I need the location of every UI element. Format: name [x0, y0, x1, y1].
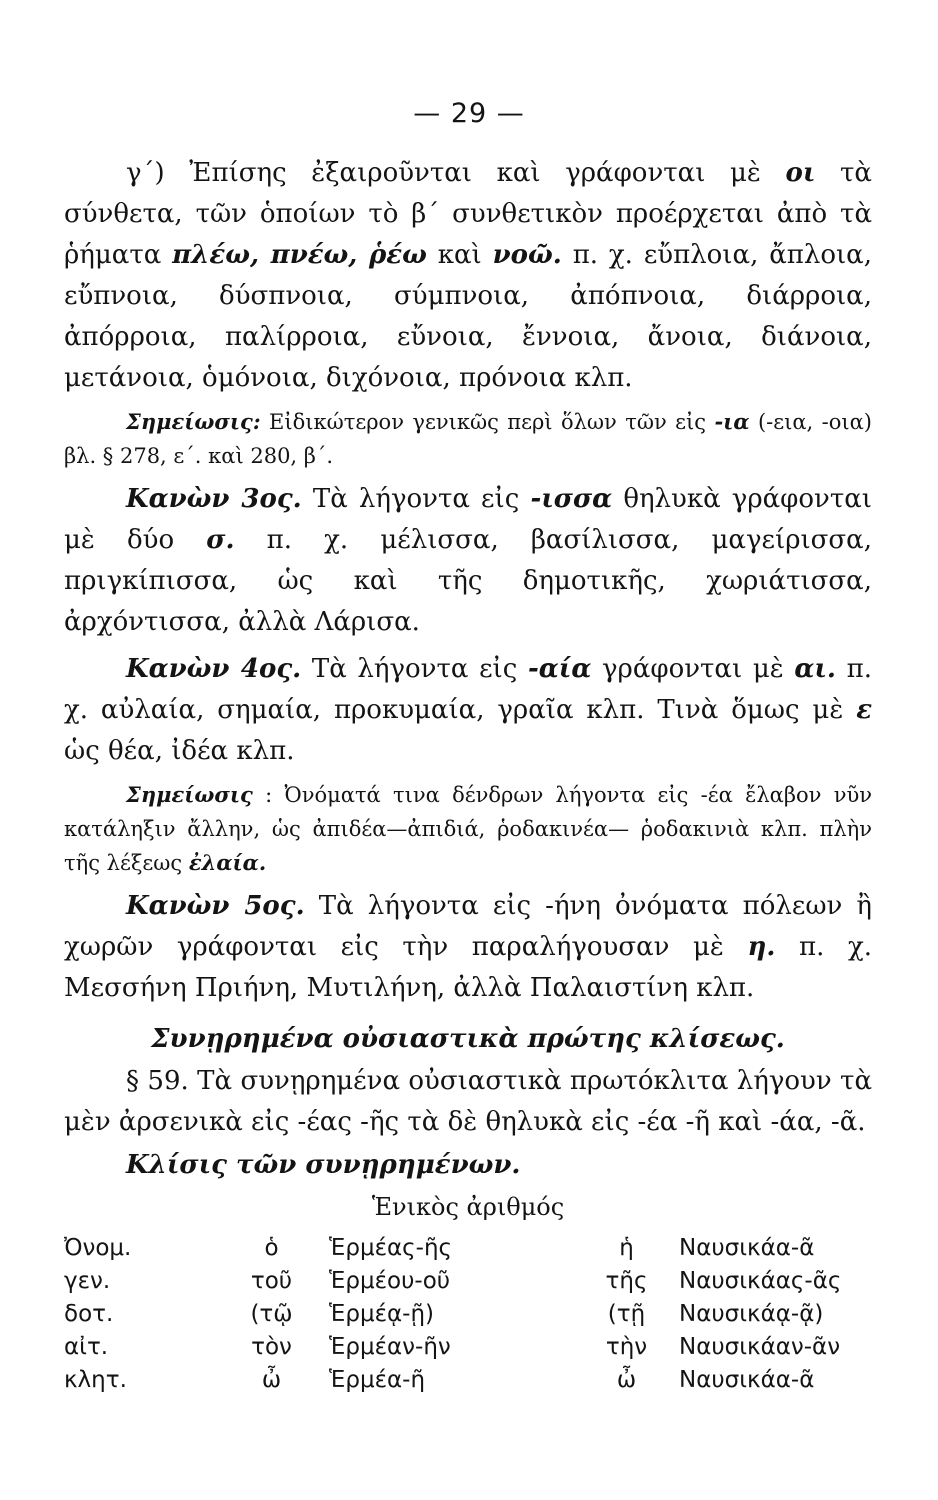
masculine-form: Ἑρμέου-οῦ: [329, 1267, 451, 1294]
text-run: π. χ. Μεσσήνη Πριήνη, Μυτιλήνη, ἀλλὰ Παλαιστίνη κλπ.: [64, 932, 873, 1003]
feminine-form: Ναυσικάα-ᾶ: [679, 1366, 815, 1393]
case-label: Ὀνομ.: [64, 1234, 132, 1261]
masculine-form: Ἑρμέαν-ῆν: [329, 1333, 451, 1360]
emphasis-run: η.: [747, 932, 776, 962]
text-run: § 59. Τὰ συνῃρημένα οὐσιαστικὰ πρωτόκλιτα λήγουν τὰ μὲν ἀρσενικὰ εἰς -έας -ῆς τὰ δὲ θηλυκὰ εἰς -έα -ῆ καὶ -άα, -ᾶ.: [64, 1066, 872, 1137]
article-feminine: ὦ: [616, 1366, 637, 1393]
rule-4: [64, 649, 872, 772]
heading-declension: Κλίσις τῶν συνῃρημένων.: [126, 1150, 521, 1180]
case-label: γεν.: [64, 1267, 111, 1294]
subheading-singular: Ἑνικὸς ἀριθμός: [371, 1193, 565, 1221]
text-run: καὶ: [426, 240, 493, 270]
emphasis-run: νοῶ.: [492, 240, 562, 270]
page-number: — 29 —: [413, 98, 525, 129]
emphasis-run: σ.: [206, 525, 235, 555]
emphasis-run: Σημείωσις: [126, 782, 253, 807]
rule-3: [64, 479, 872, 643]
feminine-form: Ναυσικάᾳ-ᾷ): [679, 1300, 824, 1327]
feminine-form: Ναυσικάας-ᾶς: [679, 1267, 842, 1294]
table-row: [64, 1363, 874, 1396]
article-masculine: τὸν: [251, 1333, 292, 1360]
text-run: π. χ. αὐλαία, σημαία, προκυμαία, γραῖα κλπ. Τινὰ ὅμως μὲ: [64, 654, 872, 725]
article-masculine: ὦ: [261, 1366, 282, 1393]
emphasis-run: Κανὼν 5ος.: [126, 891, 305, 921]
declension-table: [64, 1231, 874, 1396]
feminine-form: Ναυσικάα-ᾶ: [679, 1234, 815, 1261]
case-label: κλητ.: [64, 1366, 127, 1393]
note-first: [64, 405, 872, 473]
feminine-form: Ναυσικάαν-ᾶν: [679, 1333, 841, 1360]
text-run: Τὰ λήγοντα εἰς -ήνη ὀνόματα πόλεων ἢ χωρῶν γράφονται εἰς τὴν παραλήγουσαν μὲ: [64, 891, 873, 962]
text-run: γράφονται μὲ: [591, 654, 795, 684]
masculine-form: Ἑρμέα-ῆ: [329, 1366, 426, 1393]
text-run: Εἰδικώτερον γενικῶς περὶ ὅλων τῶν εἰς: [260, 410, 715, 434]
emphasis-run: ε: [856, 695, 872, 725]
text-run: ὡς θέα, ἰδέα κλπ.: [64, 736, 295, 766]
text-run: π. χ. εὔπλοια, ἄπλοια, εὔπνοια, δύσπνοια, σύμπνοια, ἀπόπνοια, διάρροια, ἀπόρροια, παλίρροια, εὔνοια, ἔννοια, ἄνοια, διάνοια, μετάνοια, ὁμόνοια, διχόνοια, πρόνοια κλπ.: [64, 240, 872, 393]
case-label: δοτ.: [64, 1300, 114, 1327]
emphasis-run: Σημείωσις:: [126, 409, 261, 434]
paragraph-59: [64, 1061, 872, 1143]
table-row: [64, 1231, 874, 1264]
text-run: : Ὀνόματά τινα δένδρων λήγοντα εἰς -έα ἔλαβον νῦν κατάληξιν ἄλλην, ὡς ἀπιδέα—ἀπιδιά, ῥοδακινέα— ῥοδακινιὰ κλπ. πλὴν τῆς λέξεως: [64, 783, 872, 875]
table-row: [64, 1330, 874, 1363]
emphasis-run: αι.: [794, 654, 836, 684]
emphasis-run: -ισσα: [530, 484, 613, 514]
emphasis-run: οι: [785, 158, 816, 188]
case-label: αἰτ.: [64, 1333, 109, 1360]
table-row: [64, 1264, 874, 1297]
rule-5: [64, 886, 872, 1009]
body-text: [64, 153, 872, 1396]
article-feminine: τῆς: [605, 1267, 648, 1294]
paragraph-gamma: [64, 153, 872, 399]
article-feminine: τὴν: [605, 1333, 648, 1360]
emphasis-run: πλέω, πνέω, ῥέω: [172, 240, 427, 270]
emphasis-run: Κανὼν 3ος.: [126, 484, 302, 514]
text-run: θηλυκὰ γράφονται μὲ δύο: [64, 484, 872, 555]
text-run: Τὰ λήγοντα εἰς: [301, 484, 531, 514]
text-run: (-εια, -οια) βλ. § 278, ε΄. καὶ 280, β΄.: [64, 410, 872, 468]
article-feminine: ἡ: [619, 1234, 634, 1261]
article-masculine: (τῷ: [250, 1300, 293, 1327]
masculine-form: Ἑρμέας-ῆς: [329, 1234, 453, 1261]
text-run: π. χ. μέλισσα, βασίλισσα, μαγείρισσα, πριγκίπισσα, ὡς καὶ τῆς δημοτικῆς, χωριάτισσα, ἀρχόντισσα, ἀλλὰ Λάρισα.: [64, 525, 872, 637]
text-run: Τὰ λήγοντα εἰς: [301, 654, 528, 684]
text-run: τὰ σύνθετα, τῶν ὁποίων τὸ β΄ συνθετικὸν προέρχεται ἀπὸ τὰ ῥήματα: [64, 158, 872, 270]
article-masculine: ὁ: [264, 1234, 279, 1261]
masculine-form: Ἑρμέᾳ-ῇ): [329, 1300, 435, 1327]
note-second: [64, 778, 872, 880]
emphasis-run: -αία: [527, 654, 592, 684]
emphasis-run: ἐλαία.: [188, 850, 267, 875]
emphasis-run: -ια: [714, 409, 750, 434]
heading-contracted-nouns: Συνῃρημένα οὐσιαστικὰ πρώτης κλίσεως.: [151, 1024, 785, 1054]
table-row: [64, 1297, 874, 1330]
article-masculine: τοῦ: [250, 1267, 293, 1294]
article-feminine: (τῇ: [607, 1300, 646, 1327]
emphasis-run: Κανὼν 4ος.: [126, 654, 302, 684]
text-run: γ΄) Ἐπίσης ἐξαιροῦνται καὶ γράφονται μὲ: [126, 158, 786, 188]
